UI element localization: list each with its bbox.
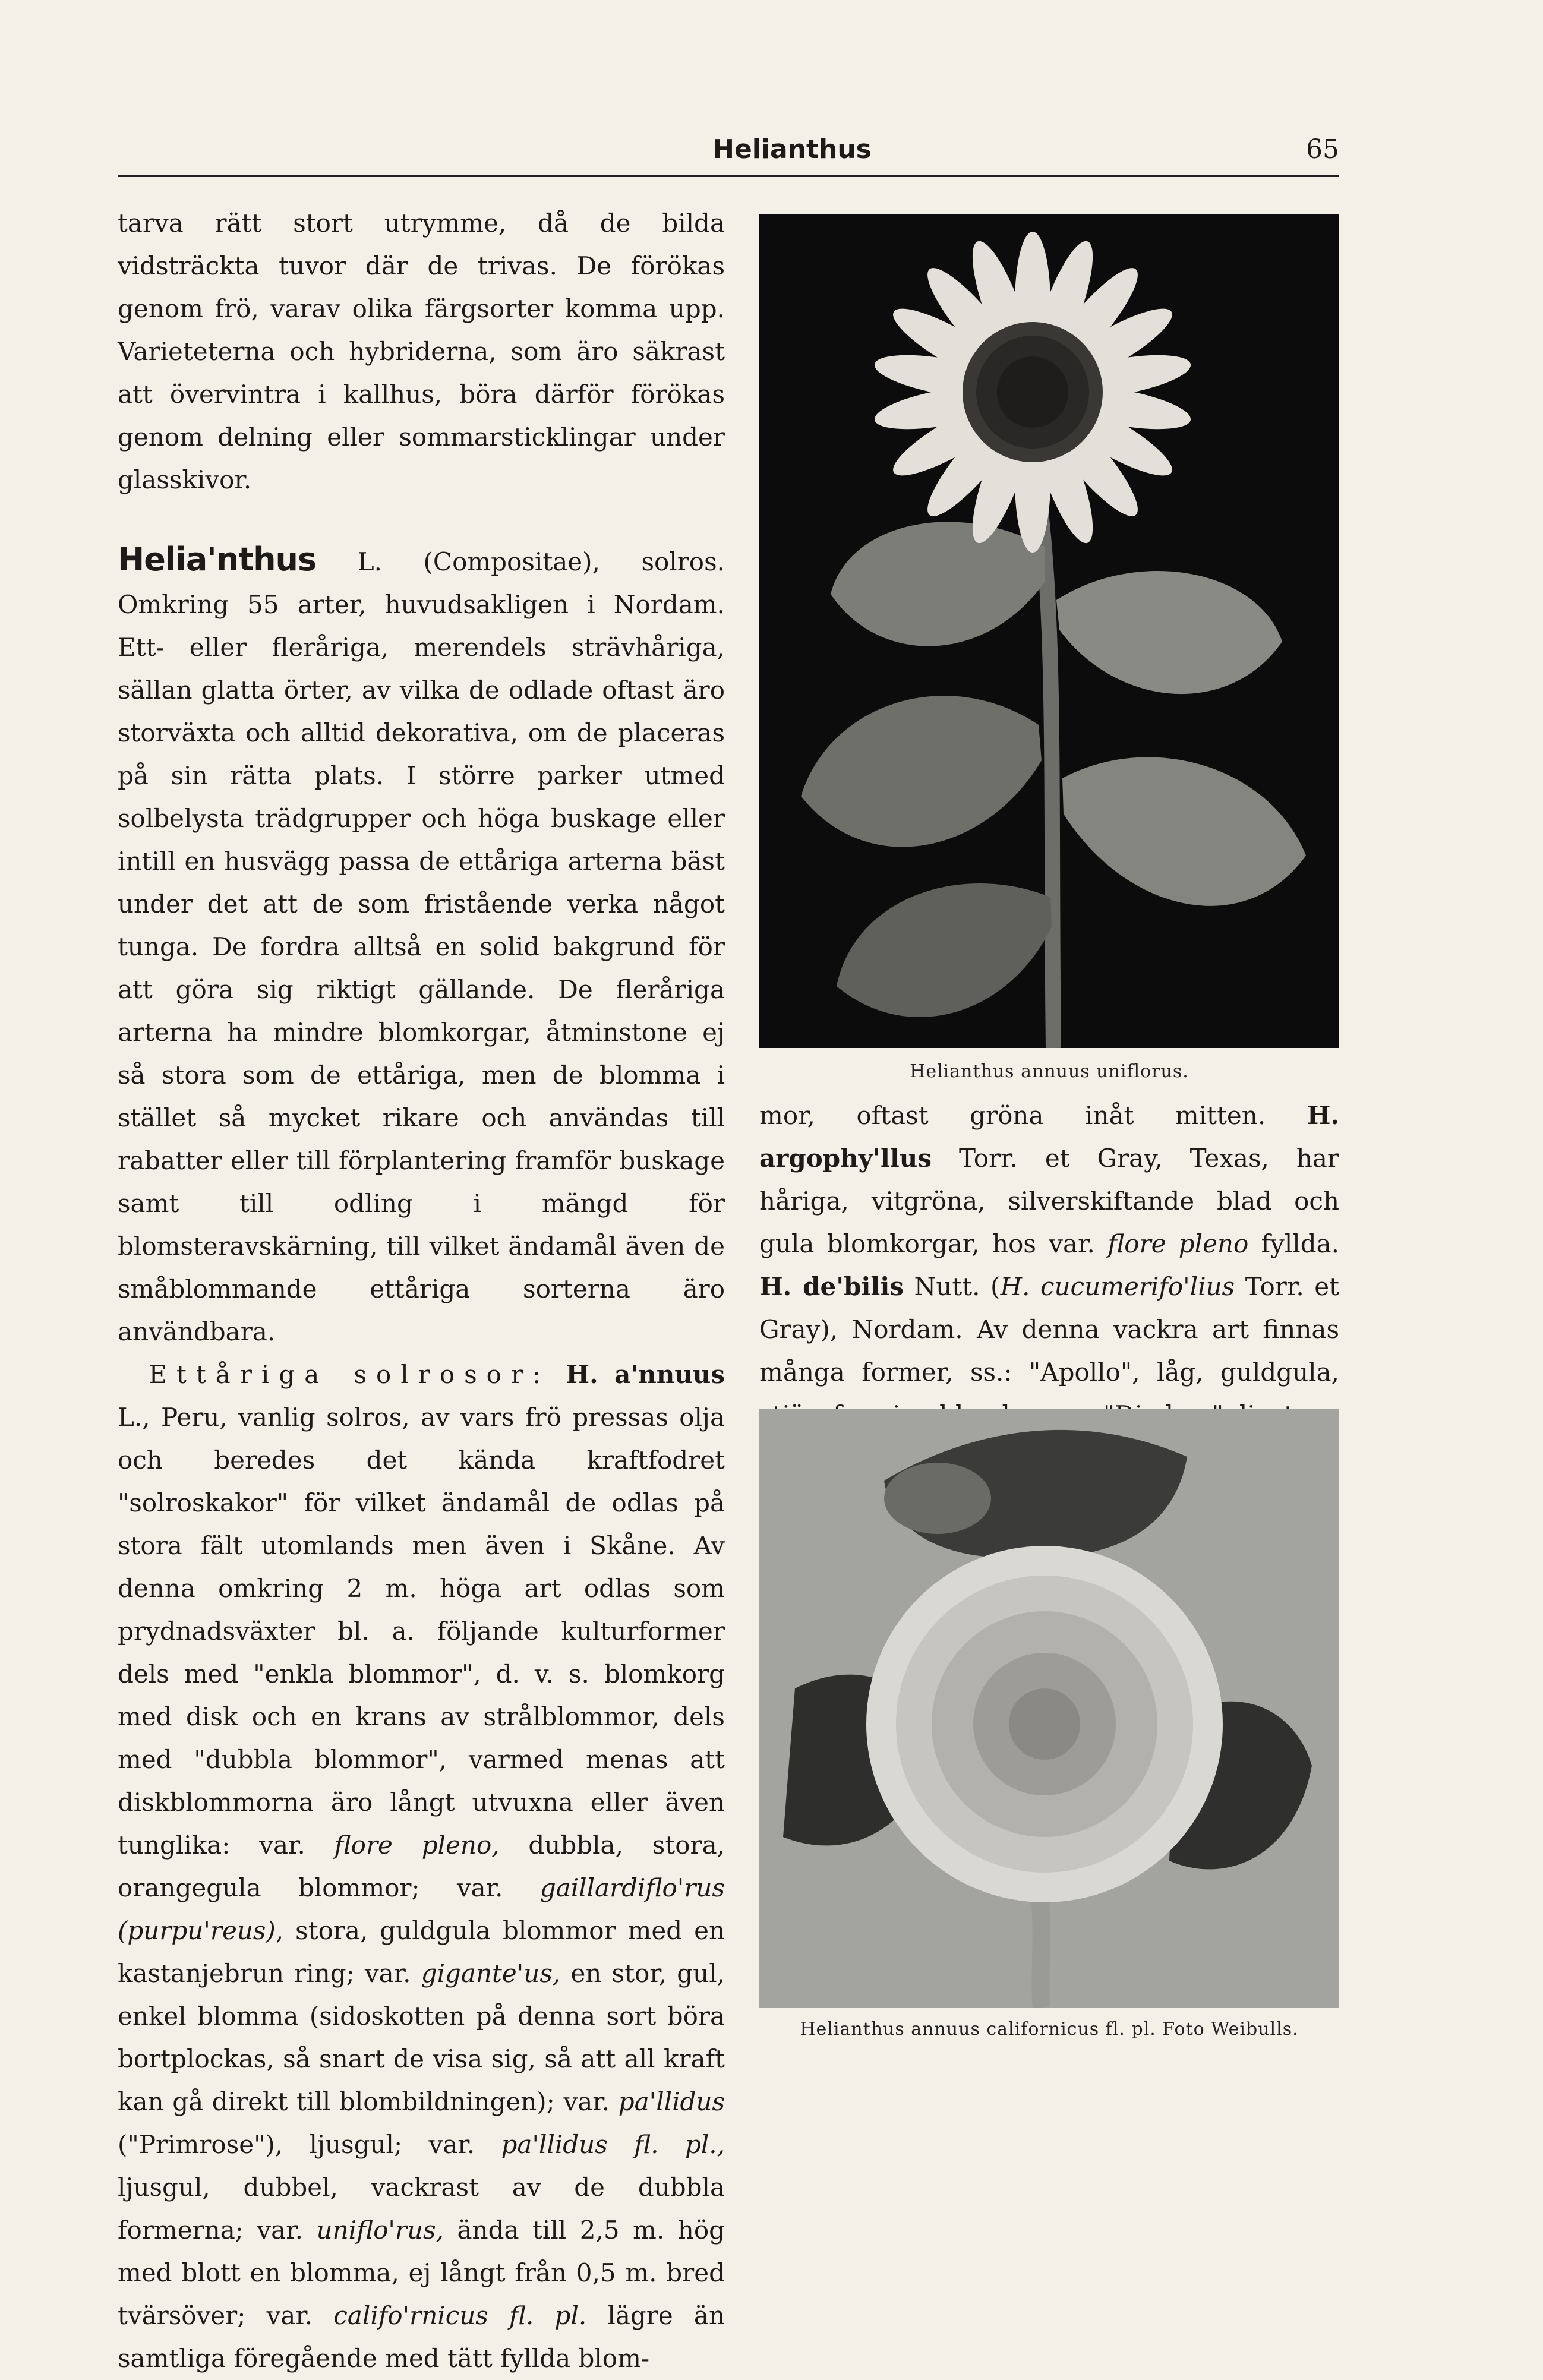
variety-flore-pleno-2: flore pleno <box>1107 1229 1249 1258</box>
paragraph-genus-entry: Helia'nthus L. (Compositae), solros. Omkring 55 arter, huvudsakligen i Nordam. Ett- eller fleråriga, merendels strävhåriga, sällan glatta örter, av vilka de odlade oftast äro storväxta och alltid dekorativa, om de placeras på sin rätta plats. I större parker utmed solbelysta trädgrupper och höga buskage eller intill en husvägg passa de ettåriga arterna bäst under det att de som fristående verka något tunga. De fordra alltså en solid bakgrund för att göra sig riktigt gällande. De fleråriga arterna ha mindre blomkorgar, åtminstone ej så stora som de ettåriga, men de blomma i stället så mycket rikare och användas till rabatter eller till förplantering framför buskage samt till odling i mängd för blomsteravskärning, till vilket ändamål även de småblommande ettåriga sorterna äro användbara. <box>118 541 725 1346</box>
paragraph-right-continuation: mor, oftast gröna inåt mitten. H. argophy'llus Torr. et Gray, Texas, har håriga, vitgröna, silverskiftande blad och gula blomkorgar, hos var. flore pleno fyllda. H. de'bilis Nutt. (H. cucumerifo'lius Torr. et Gray), Nordam. Av denna vackra art finnas många former, ss.: "Apollo", låg, guldgula, <box>759 1101 1340 1387</box>
variety-californicus: califo'rnicus fl. pl. <box>333 2301 587 2330</box>
paragraph-annual-sunflowers: Ettåriga solrosor: H. a'nnuus L., Peru, vanlig solros, av vars frö pressas olja och beredes det kända kraftfodret "solroskakor" för vilket ändamål de odlas på stora fält utomlands men även i Skåne. Av denna omkring 2 m. höga art odlas som prydnadsväxter bl. a. följande kulturformer dels med "enkla blommor", d. v. s. blomkorg med disk och en krans av strålblommor, dels med "dubbla blommor", varmed menas att diskblommorna äro långt utvuxna eller även tunglika: var. flore pleno, dubbla, stora, orangegula blommor; var. gaillardiflo'rus (purpu'reus), stora, guldgula blommor med en kastanjebrun ring; var. gigante'us, en stor, gul, enkel blomma (sidoskotten på denna sort böra bortplockas, så snart de visa sig, så att all kraft kan gå direkt till blombildningen); var. pa'llidus ("Primrose"), ljusgul; var. pa'llidus fl. pl., ljusgul, dubbel, vackrast av de dubbla formerna; var. uniflo'rus, ända till 2,5 m. hög med blott en blomma, ej långt från 0,5 m. bred tvärsöver; var. califo'rnicus fl. pl. lägre än samtliga föregående med tätt fyllda blom- <box>118 1360 725 2373</box>
figure-caption-1: Helianthus annuus uniflorus. <box>910 1061 1189 1082</box>
sunflower-single-bloom-image <box>759 214 1339 1048</box>
photo-sunflower-californicus <box>759 1409 1339 2008</box>
variety-gaillardiflorus: gaillardiflo'rus (purpu'reus) <box>118 1873 725 1945</box>
running-head <box>118 130 1339 177</box>
paragraph-continuation: tarva rätt stort utrymme, då de bilda vidsträckta tuvor där de trivas. De förökas genom frö, varav olika färgsorter komma upp. Varieteterna och hybriderna, som äro säkrast att övervintra i kallhus, böra därför förökas genom delning eller sommarsticklingar under glasskivor. <box>118 209 725 494</box>
species-annuus: H. a'nnuus <box>566 1360 725 1389</box>
sunflower-double-bloom-image <box>759 1409 1339 2008</box>
species-argophyllus: H. argophy'llus <box>759 1101 1339 1173</box>
figure-caption-2: Helianthus annuus californicus fl. pl. Foto Weibulls. <box>800 2019 1299 2040</box>
variety-pallidus-fl-pl: pa'llidus fl. pl., <box>501 2130 725 2159</box>
genus-heading: Helia'nthus <box>118 541 317 578</box>
variety-flore-pleno: flore pleno, <box>334 1830 500 1860</box>
section-heading-annuals: Ettåriga solrosor: <box>149 1360 551 1389</box>
variety-uniflorus: uniflo'rus, <box>316 2215 444 2245</box>
running-head-title: Helianthus <box>712 134 872 165</box>
photo-sunflower-uniflorus <box>759 214 1339 1048</box>
species-debilis: H. de'bilis <box>759 1272 904 1301</box>
variety-giganteus: gigante'us, <box>421 1959 561 1988</box>
page-number: 65 <box>1306 134 1339 165</box>
left-text-column <box>118 202 725 2380</box>
variety-pallidus: pa'llidus <box>618 2087 725 2116</box>
right-text-column <box>759 1094 1339 1437</box>
synonym-cucumerifolius: H. cucumerifo'lius <box>1000 1272 1235 1301</box>
